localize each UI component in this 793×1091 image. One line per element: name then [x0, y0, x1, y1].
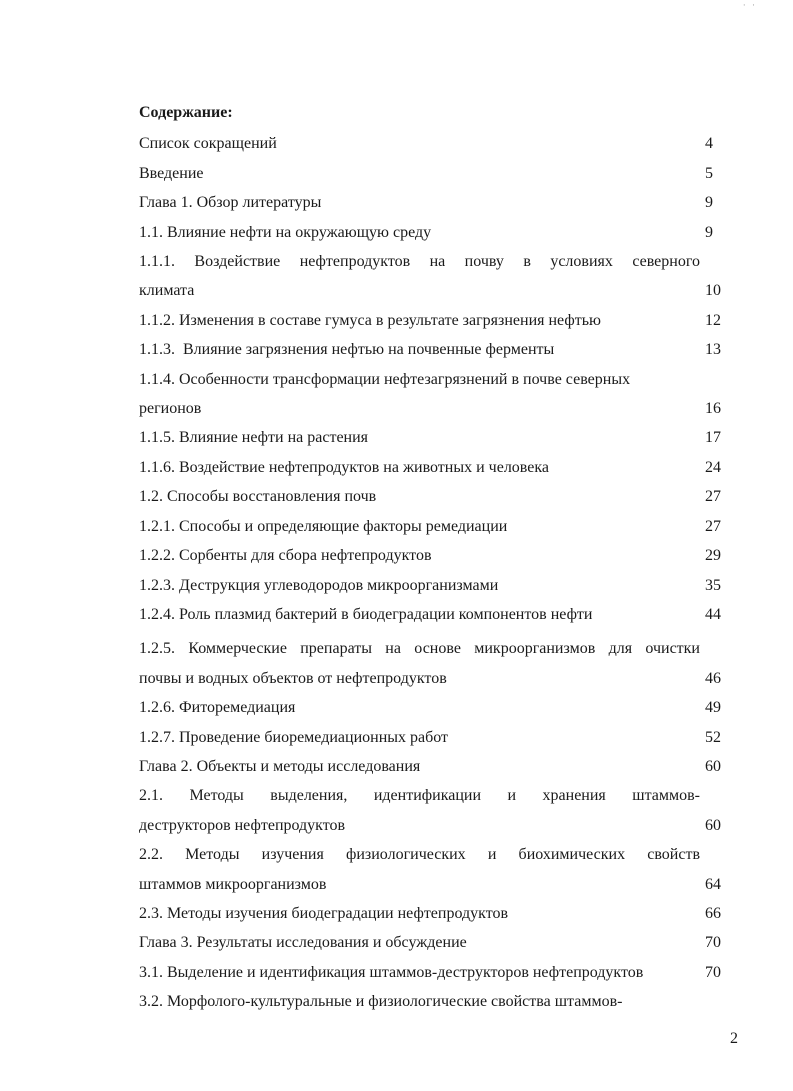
toc-entry-page: 9 — [705, 194, 713, 212]
toc-entry-text: 1.1.6. Воздействие нефтепродуктов на животных и человека — [139, 458, 549, 476]
toc-entry-page: 17 — [705, 429, 721, 447]
toc-entry-text: Список сокращений — [139, 135, 277, 153]
toc-entry-text: Глава 1. Обзор литературы — [139, 194, 322, 212]
scan-mark: · · — [742, 0, 757, 10]
toc-entry-text-line2: климата — [139, 282, 195, 300]
toc-entry-page: 4 — [705, 135, 713, 153]
toc-entry-text: 1.2.4. Роль плазмид бактерий в биодеградации компонентов нефти — [139, 605, 593, 623]
toc-entry-introduction — [139, 159, 731, 188]
toc-entry-1-1-3 — [139, 335, 731, 364]
toc-entry-text: 1.1.5. Влияние нефти на растения — [139, 429, 369, 447]
toc-entry-text: 2.3. Методы изучения биодеградации нефтепродуктов — [139, 904, 509, 922]
toc-entry-page: 13 — [705, 341, 721, 359]
toc-entry-1-1-6 — [139, 453, 731, 482]
toc-entry-text-line1: 2.2. Методы изучения физиологических и биохимических свойств — [139, 846, 700, 864]
toc-entry-1-2-7 — [139, 723, 731, 752]
toc-entry-abbreviations — [139, 129, 731, 158]
toc-entry-page: 60 — [705, 816, 721, 834]
toc-entry-page: 27 — [705, 488, 721, 506]
toc-entry-1-2-1 — [139, 512, 731, 541]
toc-entry-page: 10 — [705, 282, 721, 300]
toc-entry-text: Введение — [139, 164, 204, 182]
toc-entry-1-1-1 — [139, 247, 731, 306]
toc-entry-1-1 — [139, 218, 731, 247]
toc-entry-text: 1.1. Влияние нефти на окружающую среду — [139, 223, 432, 241]
toc-entry-text: 1.2.1. Способы и определяющие факторы ремедиации — [139, 517, 508, 535]
toc-entry-page: 35 — [705, 576, 721, 594]
toc-entry-text: 1.2.6. Фиторемедиация — [139, 699, 296, 717]
toc-entry-1-1-2 — [139, 306, 731, 335]
toc-entry-text-line1: 1.2.5. Коммерческие препараты на основе микроорганизмов для очистки — [139, 640, 700, 658]
toc-entry-text: 3.1. Выделение и идентификация штаммов-деструкторов нефтепродуктов — [139, 963, 644, 981]
toc-entry-text: 1.2.2. Сорбенты для сбора нефтепродуктов — [139, 547, 432, 565]
toc-entry-text-line1: 1.1.4. Особенности трансформации нефтезагрязнений в почве северных — [139, 370, 631, 388]
toc-entry-page: 49 — [705, 699, 721, 717]
toc-entry-2-3 — [139, 899, 731, 928]
toc-title: Содержание: — [139, 104, 233, 121]
toc-entry-text-line1: 2.1. Методы выделения, идентификации и хранения штаммов- — [139, 787, 700, 805]
toc-entry-1-2-5 — [139, 634, 731, 693]
toc-entry-text-line1: 1.1.1. Воздействие нефтепродуктов на почву в условиях северного — [139, 253, 700, 271]
toc-entry-1-1-5 — [139, 423, 731, 452]
toc-entry-2-1 — [139, 781, 731, 840]
toc-entry-text: Глава 2. Объекты и методы исследования — [139, 757, 421, 775]
toc-entry-page: 24 — [705, 458, 721, 476]
toc-entry-page: 29 — [705, 547, 721, 565]
toc-entry-page: 60 — [705, 757, 721, 775]
toc-entry-text-line2: почвы и водных объектов от нефтепродуктов — [139, 669, 447, 687]
toc-entry-chapter-1 — [139, 188, 731, 217]
toc-entry-page: 70 — [705, 963, 721, 981]
toc-entry-chapter-2 — [139, 752, 731, 781]
toc-entry-chapter-3 — [139, 928, 731, 957]
page-number: 2 — [730, 1030, 738, 1047]
toc-entry-page: 46 — [705, 669, 721, 687]
toc-entry-1-2-4 — [139, 600, 731, 629]
toc-entry-1-2-3 — [139, 571, 731, 600]
toc-entry-text: 1.1.3. Влияние загрязнения нефтью на почвенные ферменты — [139, 341, 555, 359]
toc-entry-2-2 — [139, 840, 731, 899]
table-of-contents — [139, 98, 731, 1017]
toc-entry-text: 1.2.7. Проведение биоремедиационных работ — [139, 728, 449, 746]
toc-entry-page: 66 — [705, 904, 721, 922]
toc-entry-1-2 — [139, 482, 731, 511]
toc-entry-page: 70 — [705, 934, 721, 952]
toc-entry-page: 27 — [705, 517, 721, 535]
toc-entry-text: 1.2.3. Деструкция углеводородов микроорганизмами — [139, 576, 499, 594]
toc-entry-1-1-4 — [139, 365, 731, 424]
toc-entry-page — [705, 987, 731, 1016]
toc-entry-text-line2: регионов — [139, 400, 202, 418]
toc-entry-page: 16 — [705, 400, 721, 418]
toc-entry-text: 1.2. Способы восстановления почв — [139, 488, 377, 506]
toc-entry-1-2-6 — [139, 693, 731, 722]
toc-entry-text: Глава 3. Результаты исследования и обсуждение — [139, 934, 467, 952]
toc-entry-page: 5 — [705, 164, 713, 182]
toc-entry-page: 12 — [705, 311, 721, 329]
toc-entry-1-2-2 — [139, 541, 731, 570]
toc-entry-page: 9 — [705, 223, 713, 241]
toc-entry-page: 44 — [705, 605, 721, 623]
toc-entry-text-line2: деструкторов нефтепродуктов — [139, 816, 346, 834]
toc-entry-3-1 — [139, 958, 731, 987]
toc-entry-text: 3.2. Морфолого-культуральные и физиологические свойства штаммов- — [139, 993, 623, 1011]
toc-entry-text: 1.1.2. Изменения в составе гумуса в результате загрязнения нефтью — [139, 311, 601, 329]
toc-entry-3-2 — [139, 987, 731, 1016]
toc-entry-page: 64 — [705, 875, 721, 893]
toc-entry-text-line2: штаммов микроорганизмов — [139, 875, 327, 893]
toc-entry-page: 52 — [705, 728, 721, 746]
